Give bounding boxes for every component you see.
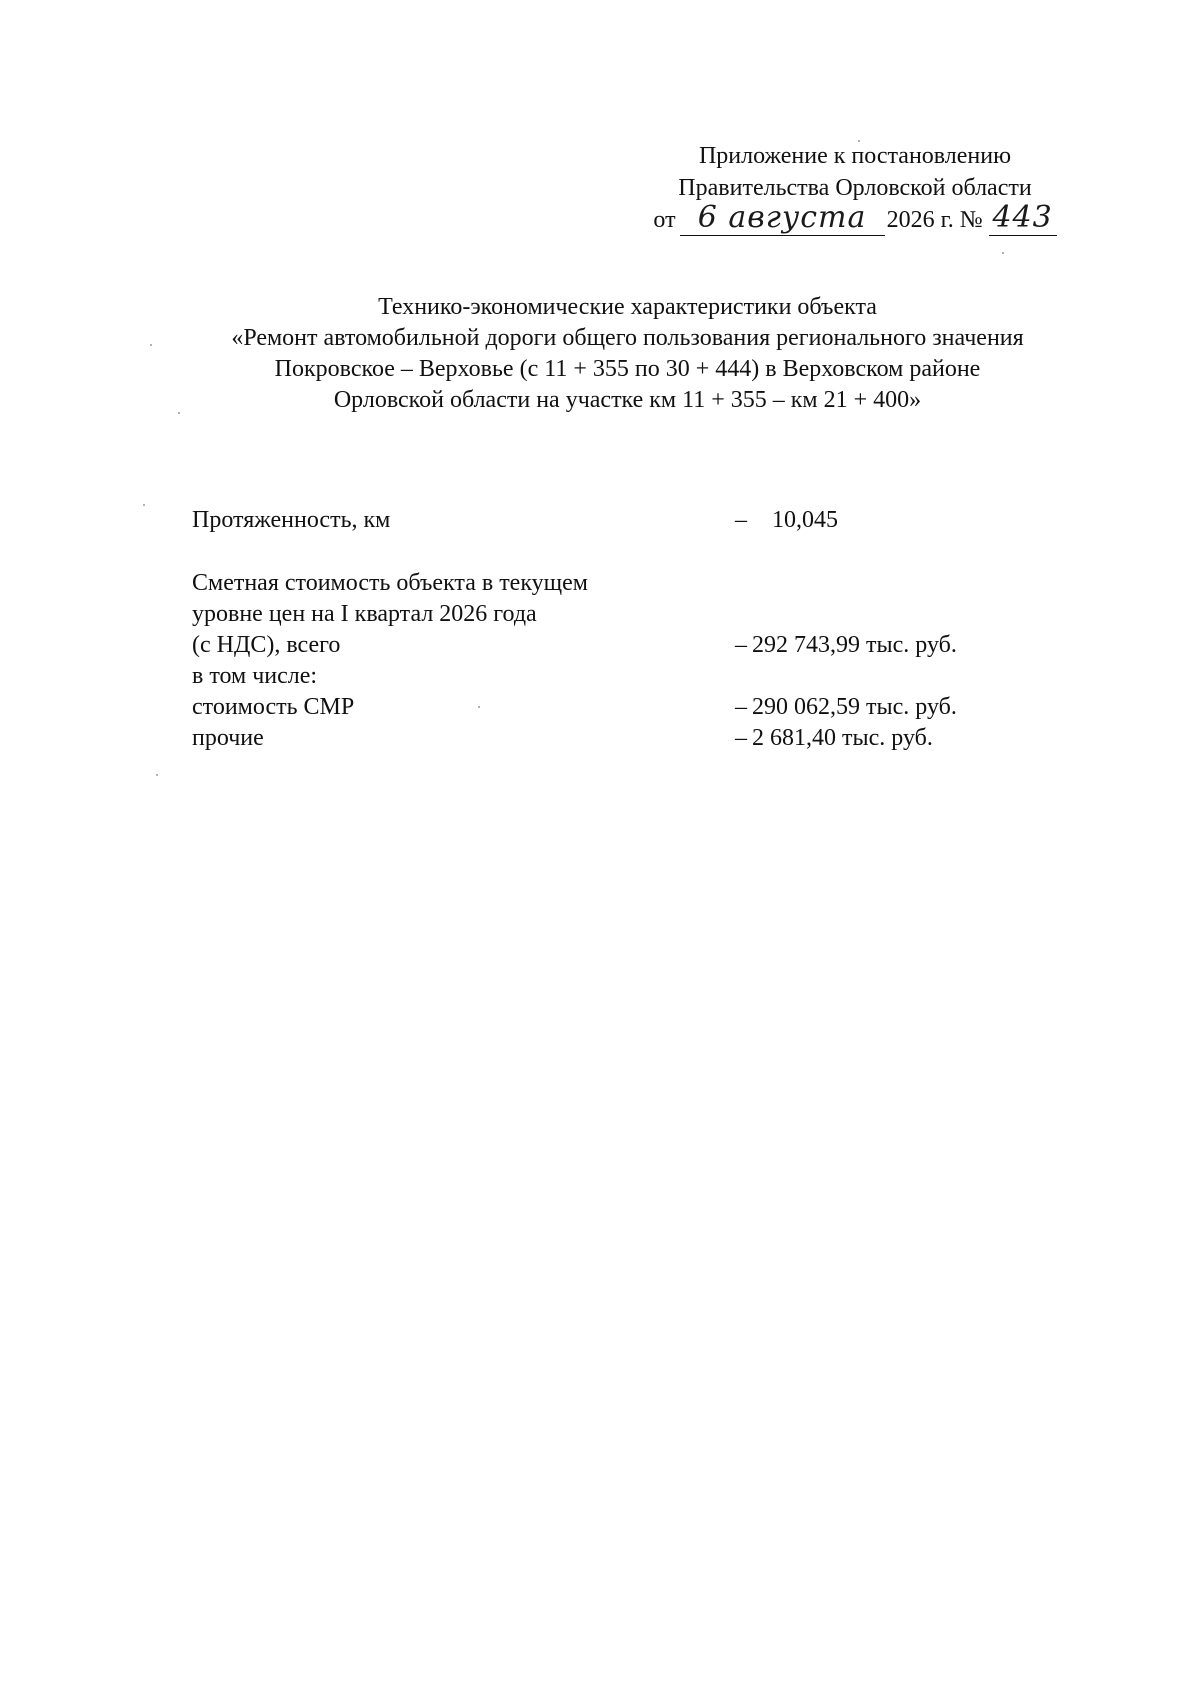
smr-cost-row [192, 692, 1092, 723]
document-title [160, 292, 1095, 416]
smr-dash: – [735, 694, 747, 720]
total-cost-row [192, 630, 1092, 661]
cost-label-line-3: (с НДС), всего [192, 632, 341, 658]
appendix-header [620, 140, 1090, 236]
date-number-line [620, 200, 1090, 236]
scan-speck [143, 504, 145, 506]
scan-speck [156, 774, 158, 776]
year-number-text: 2026 г. № [886, 207, 983, 233]
title-line-1: Технико-экономические характеристики объекта [378, 294, 877, 320]
scan-speck [178, 412, 180, 414]
length-value: 10,045 [772, 507, 838, 533]
including-label: в том числе: [192, 663, 318, 689]
smr-value: 290 062,59 тыс. руб. [752, 694, 957, 720]
scan-speck [150, 344, 152, 346]
cost-label-row-1 [192, 568, 1092, 599]
other-dash: – [735, 725, 747, 751]
scan-speck [1002, 252, 1004, 254]
length-label: Протяженность, км [192, 507, 391, 533]
scan-speck [478, 706, 480, 708]
number-blank [989, 200, 1057, 236]
handwritten-number: 443 [992, 200, 1053, 235]
handwritten-date: 6 августа [697, 200, 867, 235]
length-row [192, 505, 1092, 536]
title-line-3: Покровское – Верховье (с 11 + 355 по 30 + 444) в Верховском районе [274, 356, 981, 382]
cost-label-row-2 [192, 599, 1092, 630]
other-cost-row [192, 723, 1092, 754]
other-label: прочие [192, 725, 264, 751]
cost-label-line-2: уровне цен на I квартал 2026 года [192, 601, 537, 627]
total-cost-value: 292 743,99 тыс. руб. [752, 632, 957, 658]
length-dash: – [735, 507, 747, 533]
government-line: Правительства Орловской области [678, 175, 1032, 201]
cost-label-line-1: Сметная стоимость объекта в текущем [192, 570, 588, 596]
smr-label: стоимость СМР [192, 694, 355, 720]
date-blank [680, 200, 885, 236]
title-line-4: Орловской области на участке км 11 + 355 – км 21 + 400» [333, 387, 922, 413]
total-cost-dash: – [735, 632, 747, 658]
from-prefix: от [653, 207, 676, 233]
including-row [192, 661, 1092, 692]
other-value: 2 681,40 тыс. руб. [752, 725, 933, 751]
title-line-2: «Ремонт автомобильной дороги общего пользования регионального значения [231, 325, 1024, 351]
specs-list [192, 505, 1092, 754]
appendix-line: Приложение к постановлению [698, 143, 1012, 169]
scan-speck [858, 140, 860, 142]
